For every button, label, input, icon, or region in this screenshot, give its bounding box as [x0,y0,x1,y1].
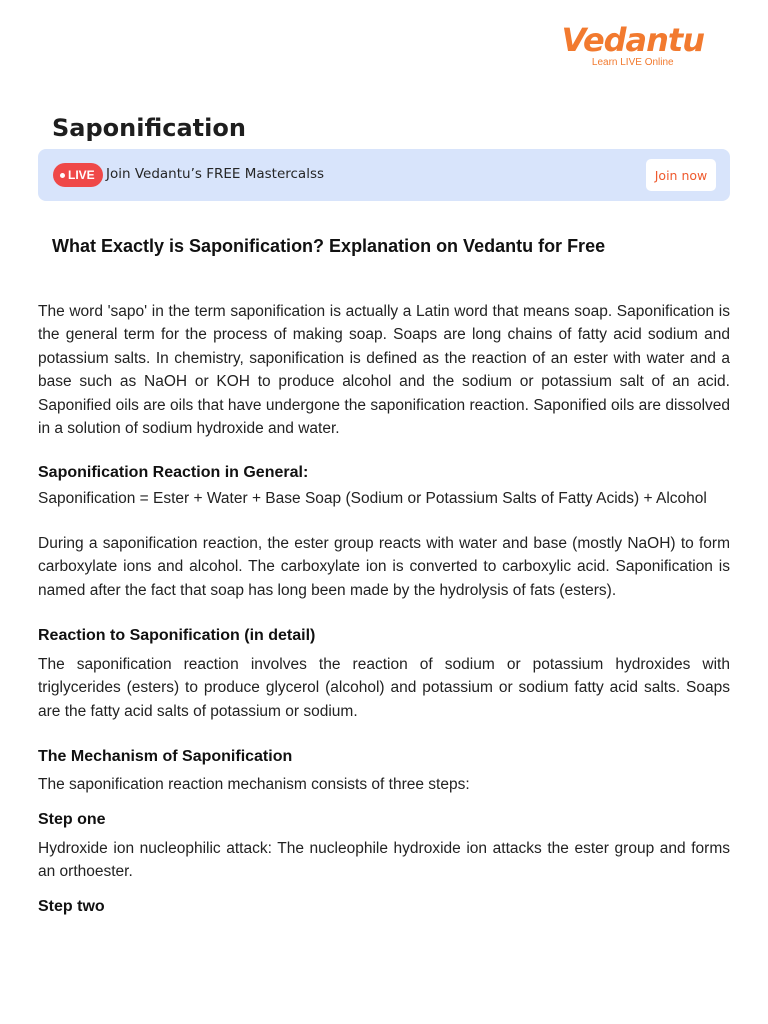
article-body [38,300,730,918]
step-one-paragraph: Hydroxide ion nucleophilic attack: The nucleophile hydroxide ion attacks the ester group and forms an orthoester. [38,839,730,881]
masterclass-banner [38,149,730,201]
mechanism-paragraph: The saponification reaction mechanism consists of three steps: [38,776,470,794]
live-dot-icon [60,173,65,178]
logo-tagline: Learn LIVE Online [591,57,674,68]
detail-paragraph: The saponification reaction involves the reaction of sodium or potassium hydroxides with triglycerides (esters) to produce glycerol (alcohol) and potassium or sodium fatty acid salts. Soaps are the fatty acid salts of potassium or sodium. [38,656,730,720]
article-subtitle: What Exactly is Saponification? Explanation on Vedantu for Free [52,236,606,256]
page-title: Saponification [52,114,246,142]
step-two-heading: Step two [38,897,105,915]
logo-wordmark: Vedantu [561,21,704,59]
step-one-heading: Step one [38,810,106,828]
vedantu-logo[interactable] [562,22,705,69]
section-heading-detail: Reaction to Saponification (in detail) [38,627,316,645]
live-label: LIVE [68,168,95,182]
general-paragraph: During a saponification reaction, the ester group reacts with water and base (mostly NaOH) to form carboxylate ions and alcohol. The carboxylate ion is converted to carboxylic acid. Saponification is named after the fact that soap has long been made by the hydrolysis of fats (esters). [38,534,730,599]
section-heading-mechanism: The Mechanism of Saponification [38,748,293,766]
intro-paragraph: The word 'sapo' in the term saponification is actually a Latin word that means soap. Saponification is the general term for the process of making soap. Soaps are long chains of fatty acid sodium and potassium salts. In chemistry, saponification is defined as the reaction of an ester with water and a base such as NaOH or KOH to produce alcohol and the sodium or potassium salt of an acid. Saponified oils are oils that have undergone the saponification reaction. Saponified oils are dissolved in a solution of sodium hydroxide and water. [38,303,730,438]
live-badge [53,163,103,187]
saponification-equation: Saponification = Ester + Water + Base Soap (Sodium or Potassium Salts of Fatty Acids) + Alcohol [38,490,707,508]
join-now-button[interactable]: Join now [646,159,716,191]
banner-text: Join Vedantu’s FREE Mastercalss [106,166,325,182]
section-heading-general: Saponification Reaction in General: [38,464,309,482]
